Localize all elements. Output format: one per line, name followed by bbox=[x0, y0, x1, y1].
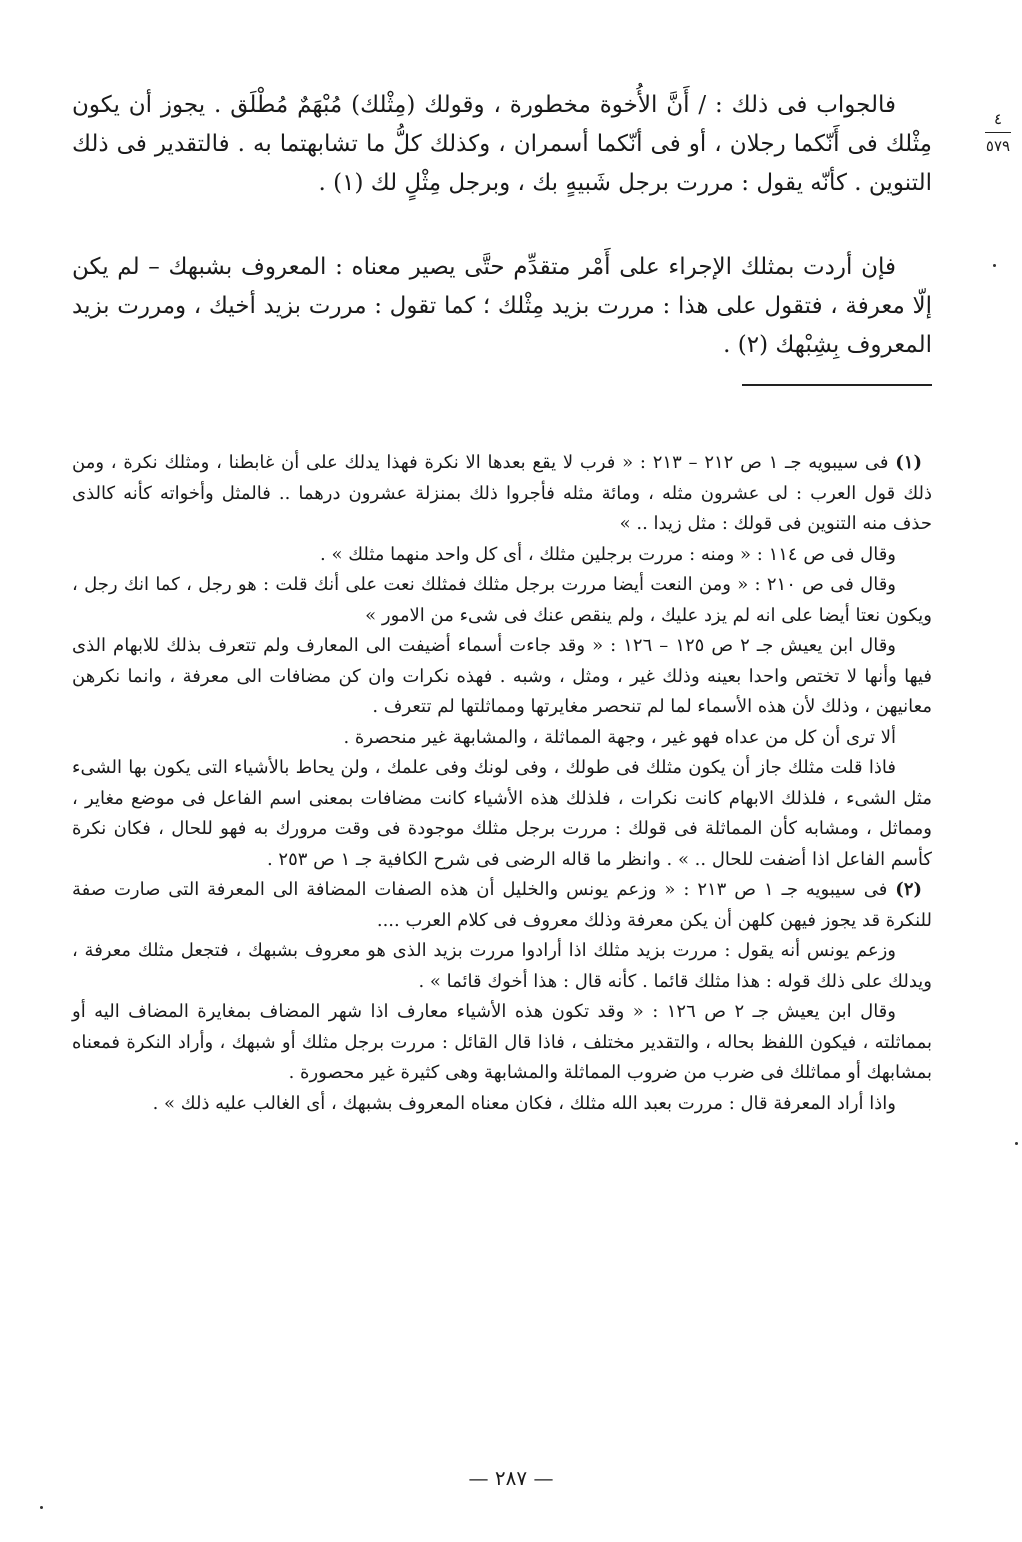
page-number: — ٢٨٧ — bbox=[468, 1466, 554, 1490]
scan-speck bbox=[993, 264, 996, 267]
main-paragraph-2-text: فإن أردت بمثلك الإجراء على أَمْر متقدِّم حتَّى يصير معناه : المعروف بشبهك – لم يكن إلّا معرفة ، فتقول على هذا : مررت بزيد مِثْلك ؛ كما تقول : مررت بزيد أخيك ، ومررت بزيد المعروف بِشِبْهك (٢) . bbox=[72, 254, 932, 358]
footnote-1-para-3: وقال فى ص ٢١٠ : « ومن النعت أيضا مررت برجل مثلك فمثلك نعت على أنك قلت : هو رجل ، كما انك رجل ، ويكون نعتا أيضا على انه لم يزد عليك ، ولم ينقص عنك فى شىء من الامور » bbox=[72, 574, 932, 626]
footnote-1-para-5: ألا ترى أن كل من عداه فهو غير ، وجهة المماثلة ، والمشابهة غير منحصرة . bbox=[343, 726, 896, 748]
margin-volume: ٤ bbox=[985, 108, 1011, 133]
footnote-1-text: فى سيبويه جـ ١ ص ٢١٢ – ٢١٣ : « فرب لا يقع بعدها الا نكرة فهذا يدلك على أن غابطنا ، ومثلك نكرة ، ومن ذلك قول العرب : لى عشرون مثله ، ومائة مثله فأجروا ذلك بمنزلة عشرون درهما .. فالمثل وأخواته كأنه كالذى حذف منه التنوين فى قولك : مثل زيدا .. » bbox=[72, 452, 932, 534]
main-paragraph-1-text: فالجواب فى ذلك : / أَنَّ الأُخوة مخطورة ، وقولك (مِثْلك) مُبْهَمٌ مُطْلَق . يجوز أن يكون مِثْلك فى أَنّكما رجلان ، أو فى أنّكما أسمران ، وكذلك كلُّ ما تشابهتما به . فالتقدير فى ذلك التنوين . كأنّه يقول : مررت برجل شَبيهٍ بك ، وبرجل مِثْلٍ لك (١) . bbox=[72, 92, 932, 196]
main-paragraph-1 bbox=[72, 86, 932, 203]
scan-speck bbox=[1015, 1142, 1018, 1145]
main-paragraph-2 bbox=[72, 248, 932, 365]
footnotes-section bbox=[72, 448, 932, 1119]
scan-speck bbox=[40, 1506, 43, 1509]
footnote-2-number: (٢) bbox=[895, 879, 923, 900]
margin-reference bbox=[974, 108, 1022, 157]
margin-page: ٥٧٩ bbox=[985, 137, 1011, 155]
footnote-1-number: (١) bbox=[895, 452, 922, 473]
footnote-2-para-3: وقال ابن يعيش جـ ٢ ص ١٢٦ : « وقد تكون هذه الأشياء معارف اذا شهر المضاف بمغايرة المضاف اليه أو بمماثلته ، فيكون اللفظ بحاله ، والتقدير مختلف ، فاذا قال القائل : مررت برجل مثلك أو شبهك ، وأراد النكرة فمعناه بمشابهك أو مماثلك فى ضرب من ضروب المماثلة والمشابهة وهى كثيرة غير محصورة . bbox=[72, 1001, 932, 1083]
footnote-2-first bbox=[72, 875, 932, 936]
footnote-1-first bbox=[72, 448, 932, 540]
footnote-2-text: فى سيبويه جـ ١ ص ٢١٣ : « وزعم يونس والخليل أن هذه الصفات المضافة الى المعرفة التى صارت صفة للنكرة قد يجوز فيهن كلهن أن يكن معرفة وذلك معروف فى كلام العرب .... bbox=[72, 879, 932, 931]
footnote-1-para-2: وقال فى ص ١١٤ : « ومنه : مررت برجلين مثلك ، أى كل واحد منهما مثلك » . bbox=[320, 543, 896, 565]
footnote-1-para-4: وقال ابن يعيش جـ ٢ ص ١٢٥ – ١٢٦ : « وقد جاءت أسماء أضيفت الى المعارف ولم تتعرف بذلك للابهام الذى فيها وأنها لا تختص واحدا بعينه وذلك غير ، ومثل ، وشبه . فهذه نكرات وان كن مضافات الى معرفة ، وانما نكرهن معانيهن ، وذلك لأن هذه الأسماء لما لم تنحصر مغايرتها ومماثلتها لم تتعرف . bbox=[72, 635, 932, 717]
footnote-separator bbox=[742, 384, 932, 386]
footnote-2-para-4: واذا أراد المعرفة قال : مررت بعبد الله مثلك ، فكان معناه المعروف بشبهك ، أى الغالب عليه ذلك » . bbox=[152, 1092, 896, 1114]
footnote-2-para-2: وزعم يونس أنه يقول : مررت بزيد مثلك اذا أرادوا مررت بزيد الذى هو معروف بشبهك ، فتجعل مثلك معرفة ، ويدلك على ذلك قوله : هذا مثلك قائما . كأنه قال : هذا أخوك قائما » . bbox=[72, 940, 932, 992]
footnote-1-para-6: فاذا قلت مثلك جاز أن يكون مثلك فى طولك ، وفى لونك وفى علمك ، ولن يحاط بالأشياء التى يكون بها الشىء مثل الشىء ، فلذلك الابهام كانت نكرات ، فلذلك هذه الأشياء كانت مضافات بمعنى اسم الفاعل فى موضع مغاير ، ومماثل ، ومشابه كأن المماثلة فى قولك : مررت برجل مثلك موجودة فى وقت مرورك به فهو للحال ، فكان نكرة كأسم الفاعل اذا أضفت للحال .. » . وانظر ما قاله الرضى فى شرح الكافية جـ ١ ص ٢٥٣ . bbox=[72, 757, 932, 870]
